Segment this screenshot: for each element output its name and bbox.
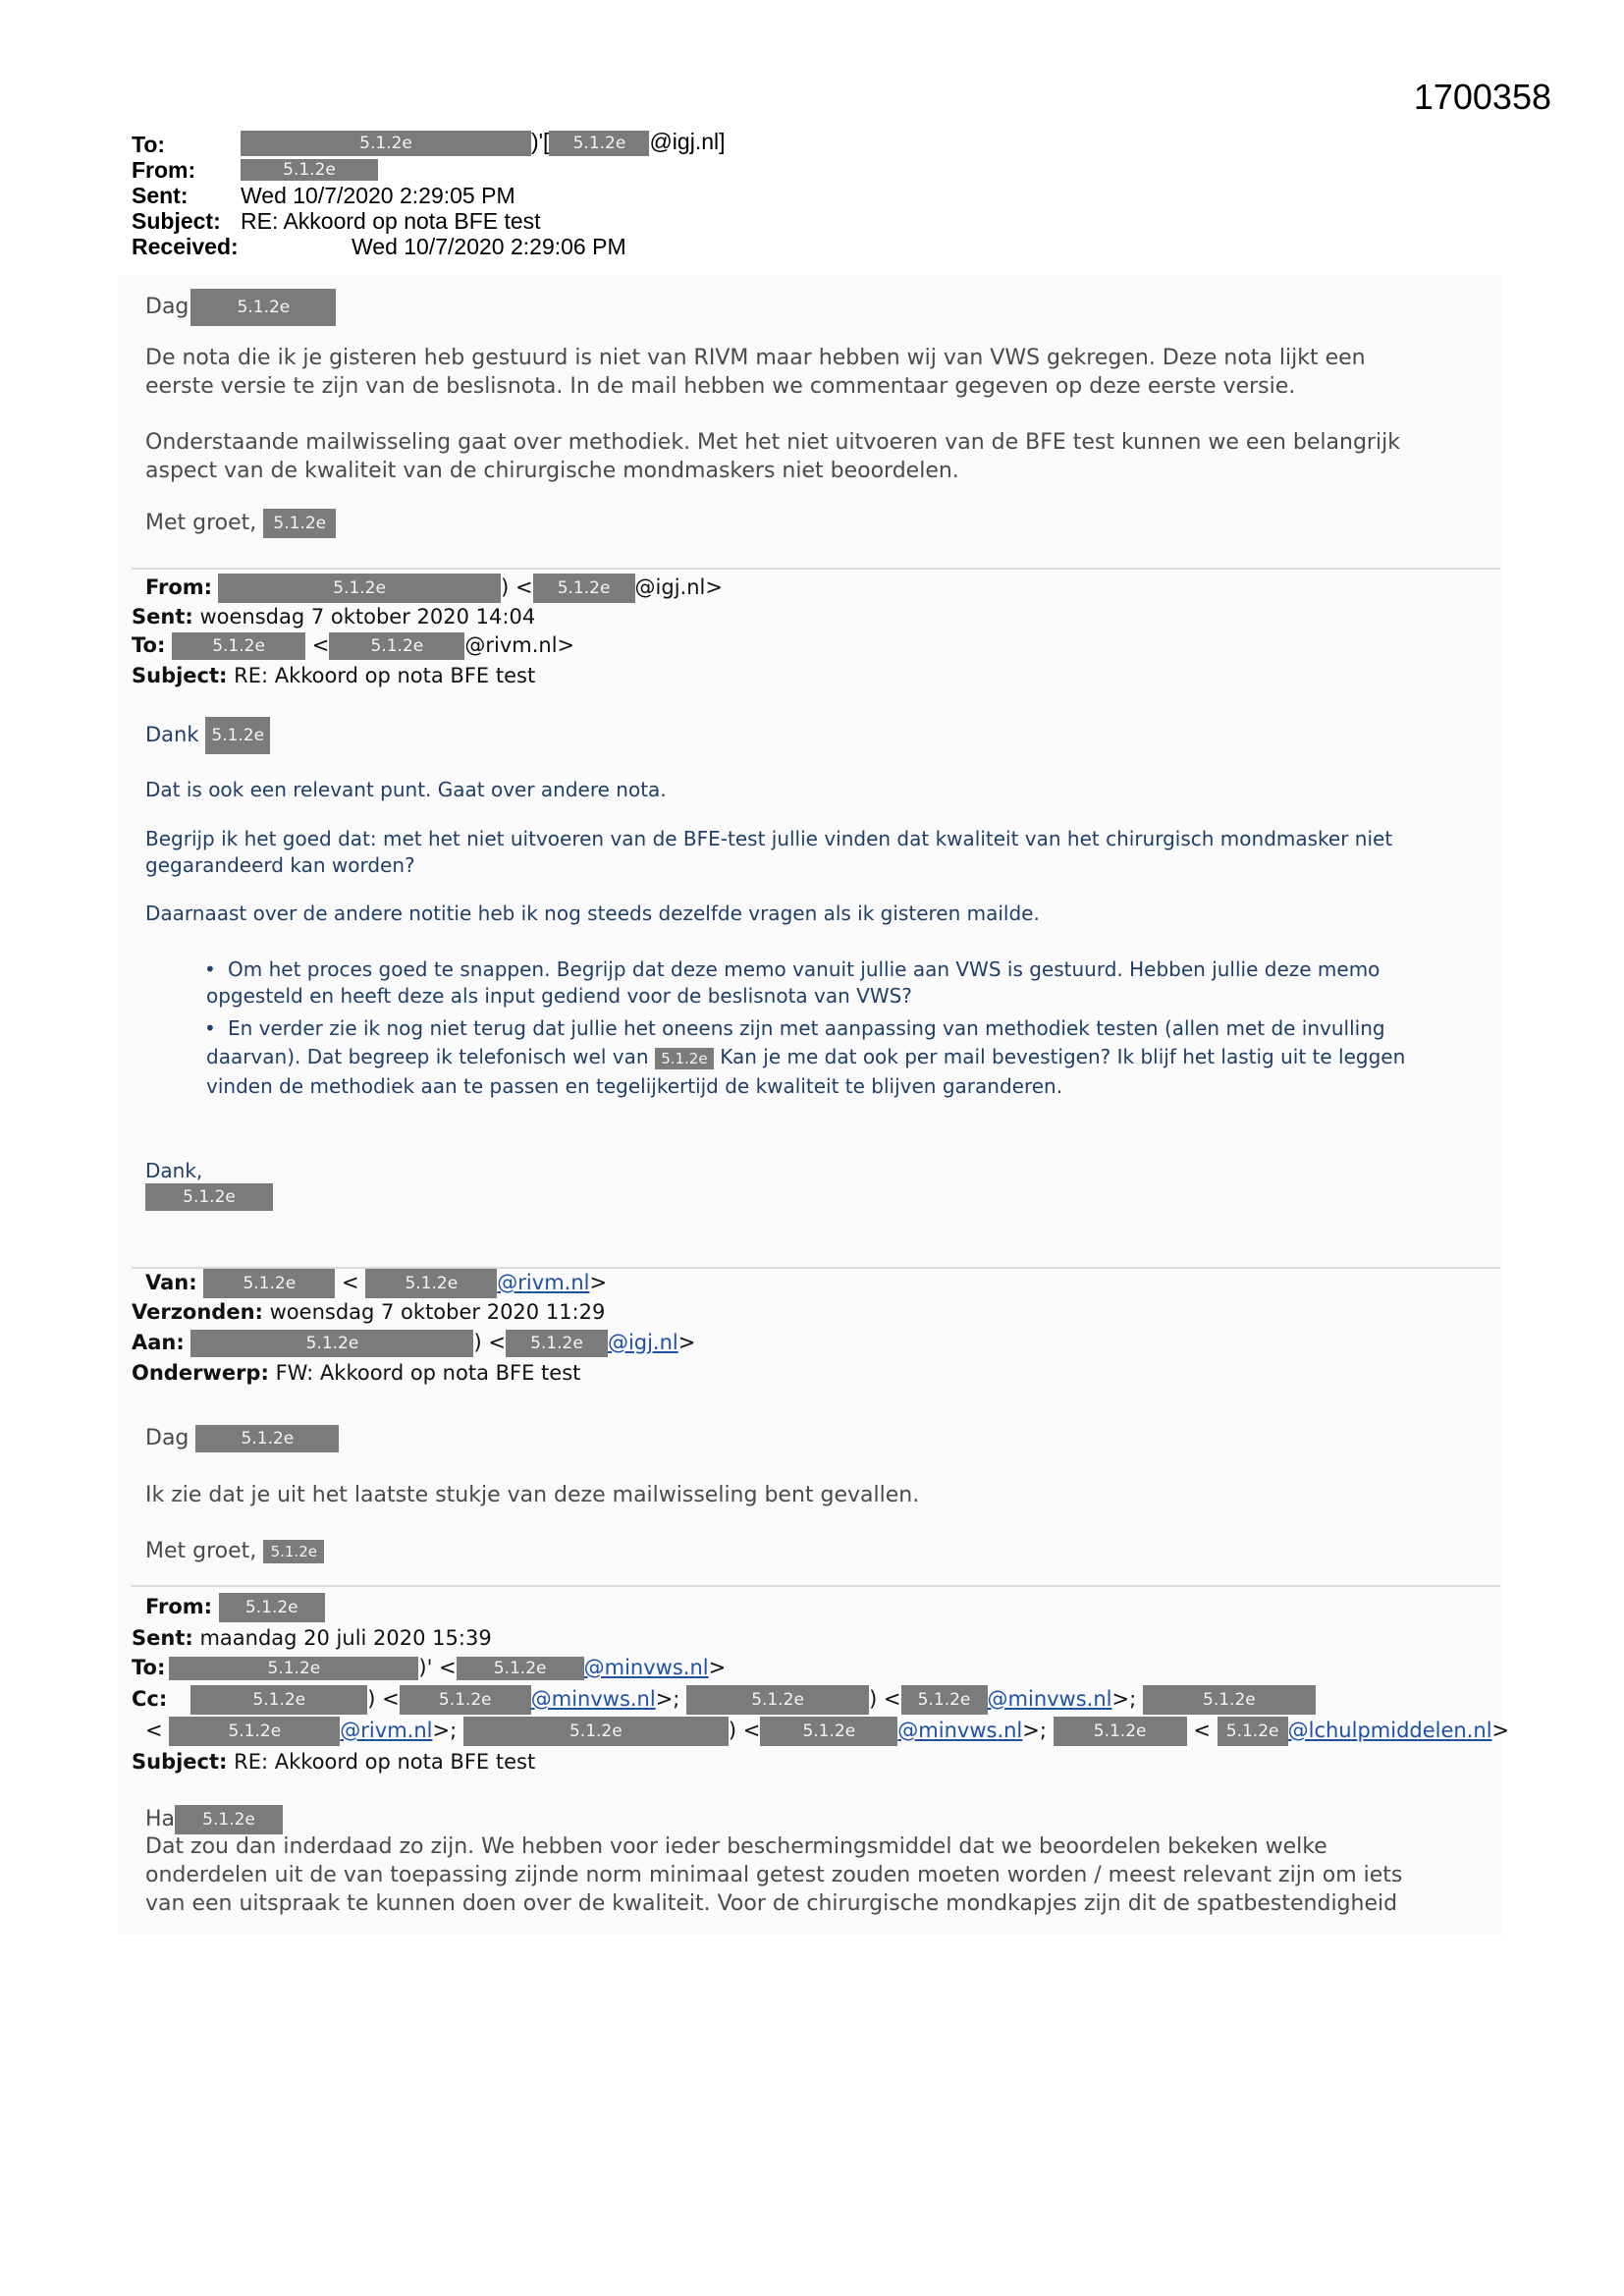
redaction: 5.1.2e <box>457 1657 584 1680</box>
closing: Met groet, <box>145 1539 257 1563</box>
van-label: Van: <box>145 1271 197 1294</box>
redaction: 5.1.2e <box>463 1717 729 1746</box>
paragraph-line: eerste versie te zijn van de beslisnota. In de mail hebben we commentaar gegeven op deze eerste versie. <box>145 374 1296 399</box>
redaction: 5.1.2e <box>686 1685 869 1715</box>
received-label: Received: <box>132 234 239 259</box>
greeting: Dag <box>145 1426 189 1450</box>
to-separator: )' < <box>418 1656 457 1679</box>
cc-domain-link[interactable]: @minvws.nl <box>897 1719 1023 1742</box>
paragraph-line: daarvan). Dat begreep ik telefonisch wel van <box>206 1045 649 1068</box>
redaction: 5.1.2e <box>365 1269 497 1298</box>
angle-close: > <box>708 1656 727 1679</box>
subject-value: RE: Akkoord op nota BFE test <box>241 208 541 234</box>
cc-domain-link[interactable]: @lchulpmiddelen.nl <box>1287 1719 1492 1742</box>
redaction: 5.1.2e <box>218 574 501 603</box>
paragraph-line: vinden de methodiek aan te passen en tegelijkertijd de kwaliteit te blijven garanderen. <box>206 1074 1063 1098</box>
redaction: 5.1.2e <box>1054 1717 1187 1746</box>
to-domain: @igj.nl] <box>649 129 726 154</box>
sent-value: Wed 10/7/2020 2:29:05 PM <box>241 183 515 208</box>
aan-separator: ) < <box>473 1331 506 1354</box>
cc-separator: ) < <box>728 1719 761 1742</box>
angle-open: < <box>1193 1719 1211 1742</box>
onderwerp-label: Onderwerp: <box>132 1361 269 1385</box>
from-label: From: <box>145 575 213 599</box>
redaction: 5.1.2e <box>203 1269 335 1298</box>
paragraph-line: De nota die ik je gisteren heb gestuurd is niet van RIVM maar hebben wij van VWS gekregen. Deze nota lijkt een <box>145 346 1366 370</box>
from-label: From: <box>145 1595 213 1618</box>
subject-label: Subject: <box>132 1750 228 1774</box>
from-domain: @igj.nl> <box>634 575 723 599</box>
message-separator <box>132 1585 1500 1587</box>
redaction: 5.1.2e <box>263 1540 324 1563</box>
redaction: 5.1.2e <box>263 509 336 538</box>
cc-domain-link[interactable]: @minvws.nl <box>987 1687 1112 1711</box>
redaction: 5.1.2e <box>172 632 305 660</box>
redaction: 5.1.2e <box>549 131 649 156</box>
paragraph-line: Daarnaast over de andere notitie heb ik nog steeds dezelfde vragen als ik gisteren mailde. <box>145 902 1040 925</box>
paragraph-line: Begrijp ik het goed dat: met het niet uitvoeren van de BFE-test jullie vinden dat kwaliteit van het chirurgisch mondmasker niet <box>145 827 1393 850</box>
paragraph-line: onderdelen uit de van toepassing zijnde norm minimaal getest zouden moeten worden / meest relevant zijn om iets <box>145 1863 1403 1887</box>
closing: Dank, <box>145 1159 203 1182</box>
redaction: 5.1.2e <box>169 1657 418 1680</box>
sent-value: maandag 20 juli 2020 15:39 <box>199 1626 492 1650</box>
van-domain-link[interactable]: @rivm.nl <box>497 1271 590 1294</box>
angle-close: > <box>1491 1719 1510 1742</box>
cc-separator: >; <box>1111 1687 1137 1711</box>
cc-separator: >; <box>1022 1719 1047 1742</box>
angle-close: > <box>677 1331 696 1354</box>
cc-separator: >; <box>655 1687 680 1711</box>
redaction: 5.1.2e <box>145 1183 273 1211</box>
from-separator: ) < <box>501 575 533 599</box>
aan-label: Aan: <box>132 1331 185 1354</box>
to-label: To: <box>132 132 166 157</box>
cc-label: Cc: <box>132 1687 168 1711</box>
angle-close: > <box>589 1271 608 1294</box>
redaction: 5.1.2e <box>169 1717 340 1746</box>
received-value: Wed 10/7/2020 2:29:06 PM <box>352 234 626 259</box>
van-separator: < <box>342 1271 359 1294</box>
to-domain: @rivm.nl> <box>464 633 575 657</box>
redaction: 5.1.2e <box>190 1685 367 1715</box>
to-label: To: <box>132 633 166 657</box>
bullet-icon: • <box>204 957 216 981</box>
to-domain-link[interactable]: @minvws.nl <box>583 1656 709 1679</box>
redaction: 5.1.2e <box>205 717 270 754</box>
paragraph-line: Onderstaande mailwisseling gaat over methodiek. Met het niet uitvoeren van de BFE test kunnen we een belangrijk <box>145 430 1400 455</box>
redaction: 5.1.2e <box>1218 1717 1288 1746</box>
redaction: 5.1.2e <box>190 289 336 326</box>
closing: Met groet, <box>145 511 257 535</box>
to-separator: )'[ <box>531 129 550 154</box>
sent-value: woensdag 7 oktober 2020 14:04 <box>199 605 536 629</box>
paragraph-line: Ik zie dat je uit het laatste stukje van deze mailwisseling bent gevallen. <box>145 1483 920 1507</box>
cc-separator: ) < <box>869 1687 901 1711</box>
redaction: 5.1.2e <box>760 1717 897 1746</box>
verzonden-label: Verzonden: <box>132 1300 263 1324</box>
bullet-icon: • <box>204 1016 216 1040</box>
document-number: 1700358 <box>1413 77 1551 117</box>
redaction: 5.1.2e <box>219 1593 325 1622</box>
paragraph-line: Dat zou dan inderdaad zo zijn. We hebben voor ieder beschermingsmiddel dat we beoordelen bekeken welke <box>145 1834 1327 1859</box>
redaction: 5.1.2e <box>506 1330 608 1357</box>
to-separator: < <box>311 633 330 657</box>
redaction: 5.1.2e <box>655 1048 714 1069</box>
cc-separator: >; <box>432 1719 458 1742</box>
greeting: Dag <box>145 295 189 319</box>
cc-domain-link[interactable]: @rivm.nl <box>340 1719 433 1742</box>
redaction: 5.1.2e <box>329 632 464 660</box>
redaction: 5.1.2e <box>190 1330 473 1357</box>
redaction: 5.1.2e <box>1143 1685 1316 1715</box>
redaction: 5.1.2e <box>241 159 378 181</box>
cc-domain-link[interactable]: @minvws.nl <box>530 1687 656 1711</box>
aan-domain-link[interactable]: @igj.nl <box>607 1331 678 1354</box>
redaction: 5.1.2e <box>400 1685 531 1715</box>
greeting: Ha <box>145 1807 176 1831</box>
sent-label: Sent: <box>132 1626 193 1650</box>
sent-label: Sent: <box>132 605 193 629</box>
subject-label: Subject: <box>132 208 221 234</box>
paragraph-line: gegarandeerd kan worden? <box>145 853 415 877</box>
greeting: Dank <box>145 723 199 746</box>
from-label: From: <box>132 157 196 183</box>
sent-label: Sent: <box>132 183 189 208</box>
verzonden-value: woensdag 7 oktober 2020 11:29 <box>269 1300 606 1324</box>
redaction: 5.1.2e <box>241 131 531 156</box>
redaction: 5.1.2e <box>533 574 635 603</box>
redaction: 5.1.2e <box>175 1805 283 1834</box>
redaction: 5.1.2e <box>195 1425 339 1452</box>
paragraph-line: Kan je me dat ook per mail bevestigen? Ik blijf het lastig uit te leggen <box>720 1045 1406 1068</box>
paragraph-line: aspect van de kwaliteit van de chirurgische mondmaskers niet beoordelen. <box>145 459 959 483</box>
paragraph-line: Dat is ook een relevant punt. Gaat over andere nota. <box>145 778 667 801</box>
subject-value: RE: Akkoord op nota BFE test <box>234 664 536 687</box>
angle-open: < <box>145 1719 163 1742</box>
subject-label: Subject: <box>132 664 228 687</box>
cc-separator: ) < <box>367 1687 400 1711</box>
to-label: To: <box>132 1656 166 1679</box>
redaction: 5.1.2e <box>901 1685 988 1715</box>
message-separator <box>132 568 1500 570</box>
subject-value: RE: Akkoord op nota BFE test <box>234 1750 536 1774</box>
onderwerp-value: FW: Akkoord op nota BFE test <box>275 1361 581 1385</box>
paragraph-line: van een uitspraak te kunnen doen over de kwaliteit. Voor de chirurgische mondkapjes zijn dit de spatbestendigheid <box>145 1891 1398 1916</box>
paragraph-line: opgesteld en heeft deze als input gediend voor de beslisnota van VWS? <box>206 984 912 1008</box>
